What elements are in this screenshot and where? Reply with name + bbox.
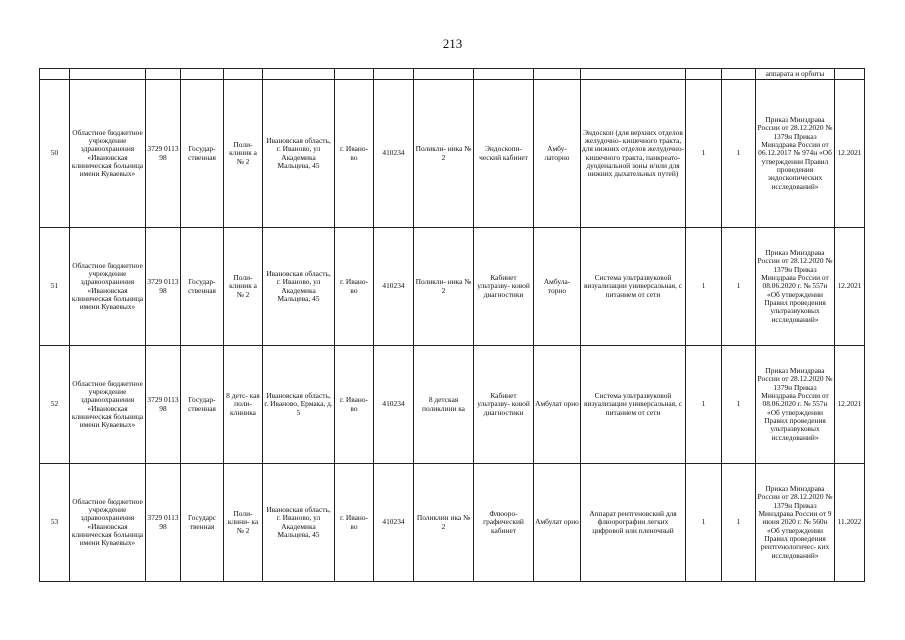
division: Поликли- ника № 2	[414, 80, 474, 228]
row-number: 51	[40, 228, 70, 346]
organization-name: Областное бюджетное учреждение здравоохранения «Ивановская клиническая больница имени Куваевых»	[70, 464, 146, 582]
subdivision: Поли- клиник а № 2	[224, 228, 263, 346]
postal-index: 410234	[374, 228, 414, 346]
room: Флюоро- графический кабинет	[474, 464, 534, 582]
quantity-1: 1	[686, 346, 722, 464]
subdivision: Поли- клиник а № 2	[224, 80, 263, 228]
row-number: 52	[40, 346, 70, 464]
equipment: Система ультразвуковой визуализации универсальная, с питанием от сети	[581, 228, 686, 346]
ownership-form: Государ- ственная	[181, 228, 224, 346]
deadline: 12.2021	[835, 80, 865, 228]
table-row	[40, 464, 865, 582]
table-row-continued	[40, 69, 865, 80]
postal-index: 410234	[374, 464, 414, 582]
address: Ивановская область, г. Иваново, ул Академика Мальцева, 45	[263, 464, 335, 582]
organization-code: 3729 0113 98	[146, 80, 181, 228]
city: г. Ивано- во	[335, 346, 374, 464]
city: г. Ивано- во	[335, 228, 374, 346]
row-number: 53	[40, 464, 70, 582]
organization-name: Областное бюджетное учреждение здравоохранения «Ивановская клиническая больница имени Куваевых»	[70, 228, 146, 346]
organization-name: Областное бюджетное учреждение здравоохранения «Ивановская клиническая больница имени Куваевых»	[70, 346, 146, 464]
room: Кабинет ультразву- ковой диагностики	[474, 228, 534, 346]
quantity-1: 1	[686, 464, 722, 582]
table-row	[40, 80, 865, 228]
care-type: Амбулат орно	[534, 464, 581, 582]
address: Ивановская область, г. Иваново, ул Академика Мальцева, 45	[263, 80, 335, 228]
organization-code: 3729 0113 98	[146, 464, 181, 582]
city: г. Ивано- во	[335, 464, 374, 582]
postal-index: 410234	[374, 80, 414, 228]
quantity-2: 1	[722, 464, 756, 582]
table-row	[40, 346, 865, 464]
room: Эндоскопи- ческий кабинет	[474, 80, 534, 228]
row-number: 50	[40, 80, 70, 228]
equipment: Система ультразвуковой визуализации универсальная, с питанием от сети	[581, 346, 686, 464]
equipment: Эндоскоп (для верхних отделов желудочно- кишечного тракта, для нижних отделов желудочно- кишечного тракта, панкреато- дуоденальной зоны и/или для нижних дыхательных путей)	[581, 80, 686, 228]
legal-basis: Приказ Минздрава России от 28.12.2020 № 1379н Приказ Минздрава России от 08.06.2020 г. № 557н «Об утверждении Правил проведения ультразвуковых исследований»	[756, 228, 835, 346]
legal-basis: Приказ Минздрава России от 28.12.2020 № 1379н Приказ Минздрава России от 08.06.2020 г. № 557н «Об утверждении Правил проведения ультразвуковых исследований»	[756, 346, 835, 464]
care-type: Амбу- латорно	[534, 80, 581, 228]
deadline: 11.2022	[835, 464, 865, 582]
ownership-form: Государ- ственная	[181, 80, 224, 228]
care-type: Амбула- торно	[534, 228, 581, 346]
page-number: 213	[442, 36, 463, 51]
division: Поликли- ника № 2	[414, 228, 474, 346]
equipment-table	[39, 68, 865, 582]
deadline: 12.2021	[835, 228, 865, 346]
postal-index: 410234	[374, 346, 414, 464]
subdivision: Поли- клини- ка № 2	[224, 464, 263, 582]
ownership-form: Государ- ственная	[181, 346, 224, 464]
city: г. Ивано- во	[335, 80, 374, 228]
quantity-1: 1	[686, 80, 722, 228]
address: Ивановская область, г. Иваново, Ермака, д. 5	[263, 346, 335, 464]
deadline: 12.2021	[835, 346, 865, 464]
room: Кабинет ультразву- ковой диагностики	[474, 346, 534, 464]
division: Поликлин ика № 2	[414, 464, 474, 582]
organization-code: 3729 0113 98	[146, 228, 181, 346]
organization-name: Областное бюджетное учреждение здравоохранения «Ивановская клиническая больница имени Куваевых»	[70, 80, 146, 228]
division: 8 детская поликлини ка	[414, 346, 474, 464]
ownership-form: Государс твенная	[181, 464, 224, 582]
requirements-tail: аппарата и орбиты	[756, 69, 835, 80]
subdivision: 8 детс- кая поли- клиника	[224, 346, 263, 464]
quantity-2: 1	[722, 346, 756, 464]
quantity-2: 1	[722, 228, 756, 346]
equipment: Аппарат рентгеновский для флюорографии легких цифровой или пленочный	[581, 464, 686, 582]
legal-basis: Приказ Минздрава России от 28.12.2020 № 1379н Приказ Минздрава России от 9 июня 2020 г. № 560н «Об утверждении Правил проведения рентгенологичес- ких исследований»	[756, 464, 835, 582]
legal-basis: Приказ Минздрава России от 28.12.2020 № 1379н Приказ Минздрава России от 06.12.2017 № 974н «Об утверждении Правил проведения эндоскопических исследований»	[756, 80, 835, 228]
organization-code: 3729 0113 98	[146, 346, 181, 464]
table-row	[40, 228, 865, 346]
address: Ивановская область, г. Иваново, ул Академика Мальцева, 45	[263, 228, 335, 346]
quantity-1: 1	[686, 228, 722, 346]
quantity-2: 1	[722, 80, 756, 228]
care-type: Амбулат орно	[534, 346, 581, 464]
